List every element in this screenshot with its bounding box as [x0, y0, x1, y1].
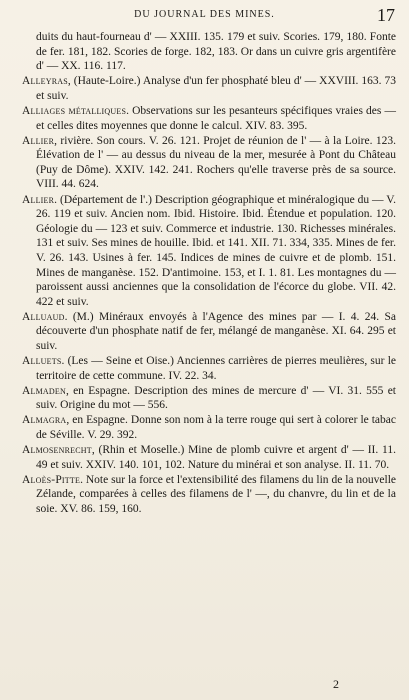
entry-text: , en Espagne. Donne son nom à la terre rouge qui sert à colorer le tabac de Séville. V. 29. 392. [36, 414, 396, 442]
signature-mark: 2 [333, 677, 339, 691]
index-entry [22, 443, 396, 472]
entry-head: Allier [22, 193, 55, 206]
entry-head: Allier [22, 134, 55, 147]
entry-head: Alleyras [22, 75, 68, 88]
entry-text: , (Rhin et Moselle.) Mine de plomb cuivre et argent d' — II. 11. 49 et suiv. XXIV. 140. 101, 102. Nature du minérai et son analyse. II. 11. 70. [36, 444, 396, 471]
entry-text: , rivière. Son cours. V. 26. 121. Projet de réunion de l' — à la Loire. 123. Élévation de l' — au dessus du niveau de la mer, mesurée à Pont du Château (Puy de Dôme). XXIV. 142. 241. Rochers qu'elle traverse près de sa source. VIII. 44. 624. [36, 134, 396, 191]
entry-head: Almaden [22, 384, 66, 397]
entry-text: . Note sur la force et l'extensibilité des filamens du lin de la nouvelle Zélande, comparées à celles des filamens de l' —, du chanvre, du lin et de la soie. XV. 86. 159, 160. [36, 473, 396, 515]
entry-head: Almagra [22, 414, 67, 427]
index-entries [22, 30, 396, 517]
page-number: 17 [377, 5, 395, 25]
entry-text: , (Haute-Loire.) Analyse d'un fer phosphaté bleu d' — XXVIII. 163. 73 et suiv. [36, 75, 396, 102]
entry-text: . (M.) Minéraux envoyés à l'Agence des mines par — I. 4. 24. Sa découverte d'un phosphate natif de fer, mélangé de manganèse. XI. 64. 295 et suiv. [36, 310, 396, 352]
index-entry [22, 473, 396, 517]
entry-text: duits du haut-fourneau d' — XXIII. 135. 179 et suiv. Scories. 179, 180. Fonte de fer. 181, 182. Scories de forge. 182, 183. Or dans un cuivre gris argentifère d' — XX. 116. 117. [36, 31, 396, 73]
entry-text: . (Département de l'.) Description géographique et minéralogique du — V. 26. 119 et suiv. Ancien nom. Ibid. Histoire. Ibid. Étendue et population. 120. Géologie du — 123 et suiv. Commerce et industrie. 130. Richesses minérales. 131 et suiv. Ses mines de houille. Ibid. et 141. XII. 71. 334, 335. Mines de fer. V. 26. 143. Usines à fer. 145. Indices de mines de cuivre et de plomb. 151. Mines de manganèse. 152. D'antimoine. 153, et I. 1. 81. Les montagnes du — paroissent aussi anciennes que la consolidation de l'écorce du globe. VII. 42. 422 et suiv. [36, 193, 396, 308]
index-entry [22, 104, 396, 133]
entry-head: Alluets [22, 355, 62, 368]
running-header [0, 5, 409, 33]
entry-head: Alliages métalliques [22, 104, 127, 117]
index-entry [22, 134, 396, 192]
entry-head: Aloès-Pitte [22, 473, 81, 486]
entry-head: Almosenrecht [22, 444, 92, 457]
index-entry [22, 74, 396, 103]
index-entry [22, 384, 396, 413]
entry-head: Alluaud [22, 310, 65, 323]
index-entry [22, 413, 396, 442]
index-entry [22, 30, 396, 74]
index-entry [22, 354, 396, 383]
entry-text: . Observations sur les pesanteurs spécifiques vraies des — et celles dites moyennes que donne le calcul. XIV. 83. 395. [36, 104, 396, 132]
entry-text: . (Les — Seine et Oise.) Anciennes carrières de pierres meulières, sur le territoire de cette commune. IV. 22. 34. [36, 355, 396, 382]
index-entry [22, 193, 396, 310]
entry-text: , en Espagne. Description des mines de mercure d' — VI. 31. 555 et suiv. Origine du mot — 556. [36, 384, 396, 412]
index-entry [22, 310, 396, 354]
header-title: DU JOURNAL DES MINES. [134, 9, 275, 20]
